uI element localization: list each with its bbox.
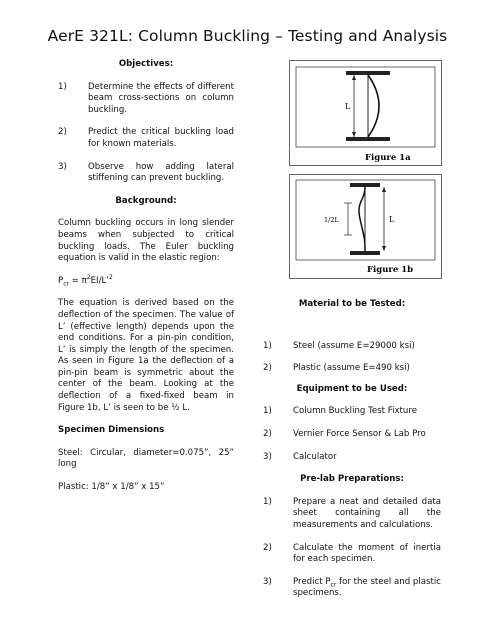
list-item: 1) Prepare a neat and detailed data sheet containing all the measurements and calculations. <box>263 496 441 530</box>
specimen-heading: Specimen Dimensions <box>58 425 165 436</box>
list-item: 2) Vernier Force Sensor & Lab Pro <box>263 428 426 439</box>
background-heading: Background: <box>115 195 177 206</box>
euler-equation: $P_{cr}$ = $\pi^2EI/L’^2$ <box>58 273 113 288</box>
fig1b-caption: Figure 1b <box>367 265 414 275</box>
page-title: AerE 321L: Column Buckling – Testing and Analysis <box>47 27 448 45</box>
prelab-heading: Pre-lab Preparations: <box>300 474 404 485</box>
specimen-plastic: Plastic: 1/8” x 1/8” x 15” <box>58 482 165 493</box>
specimen-steel: Steel: Circular, diameter=0.075”, 25” long <box>58 447 234 470</box>
figure-1a <box>289 60 442 166</box>
list-item: 1) Column Buckling Test Fixture <box>263 406 417 417</box>
list-item: 1) Determine the effects of different beam cross-sections on column buckling. <box>58 81 234 115</box>
right-column <box>263 60 441 611</box>
left-column <box>58 59 234 505</box>
figure-1b <box>289 174 442 279</box>
objectives-heading: Objectives: <box>118 59 174 69</box>
fig1b-half-length-label: 1/2L <box>324 216 339 224</box>
equipment-list <box>263 406 441 463</box>
materials-list <box>263 341 441 375</box>
pin-pin-beam-diagram <box>290 61 441 165</box>
list-item: 2) Plastic (assume E=490 ksi) <box>263 363 410 374</box>
list-item: 2) Calculate the moment of inertia for each specimen. <box>263 542 441 565</box>
materials-heading: Material to be Tested: <box>298 299 406 309</box>
fig1a-caption: Figure 1a <box>365 153 411 163</box>
list-item: 3) Predict $P_{cr}$ for the steel and plastic specimens. <box>263 576 441 599</box>
equipment-heading: Equipment to be Used: <box>296 383 408 394</box>
prelab-list <box>263 497 441 600</box>
fixed-fixed-beam-diagram <box>290 175 441 278</box>
list-item: 3) Calculator <box>263 451 337 462</box>
fig1a-length-label: L <box>345 102 351 111</box>
list-item: 3) Observe how adding lateral stiffening can prevent buckling. <box>58 161 234 184</box>
objectives-list <box>58 82 234 185</box>
list-item: 2) Predict the critical buckling load for known materials. <box>58 127 234 149</box>
list-item: 1) Steel (assume E=29000 ksi) <box>263 340 415 351</box>
background-body: The equation is derived based on the deflection of the specimen. The value of L’ (effective length) depends upon the end conditions. For a pin-pin condition, L’ is simply the length of the specimen. As seen in Figure 1a the deflection of a pin-pin beam is symmetric about the center of the beam. Looking at the deflection of a fixed-fixed beam in Figure 1b, L’ is seen to be ½ L. <box>58 298 234 413</box>
background-intro: Column buckling occurs in long slender beams when subjected to critical buckling loads. The Euler buckling equation is valid in the elastic region: <box>58 218 234 264</box>
fig1b-length-label: L <box>389 215 395 224</box>
